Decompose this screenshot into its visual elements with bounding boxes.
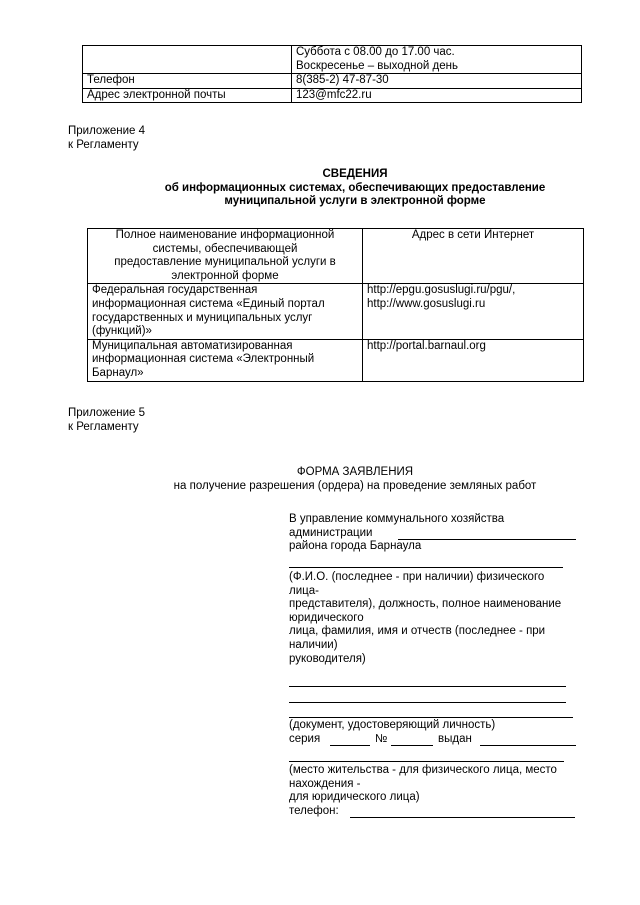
form-title: ФОРМА ЗАЯВЛЕНИЯ: [296, 466, 414, 478]
description-line: (Ф.И.О. (последнее - при наличии) физического: [289, 571, 545, 583]
table-header-row: [88, 229, 584, 284]
applicant-description: [289, 571, 586, 666]
svedenia-subtitle: муниципальной услуги в электронной форме: [224, 195, 486, 208]
schedule-sunday: Воскресенье – выходной день: [296, 59, 458, 72]
appendix-4-label: [68, 125, 145, 152]
blank-line-3[interactable]: [289, 717, 573, 718]
phone-row: [289, 805, 586, 819]
table-row: [88, 284, 584, 339]
addressee-administration-row: [289, 527, 586, 541]
description-line: наличии): [289, 638, 338, 651]
header-internet-address: Адрес в сети Интернет: [363, 229, 584, 284]
residence-line: нахождения -: [289, 777, 361, 790]
document-label: (документ, удостоверяющий личность): [289, 719, 496, 731]
blank-line-4[interactable]: [289, 761, 564, 762]
svedenia-title: СВЕДЕНИЯ: [322, 168, 388, 180]
form-addressee-block: [289, 513, 586, 554]
addressee-line: администрации: [289, 526, 373, 539]
header-line: предоставление муниципальной услуги в: [114, 256, 336, 269]
series-field[interactable]: [330, 745, 370, 746]
addressee-line: района города Барнаула: [289, 540, 422, 553]
system-address-cell: [363, 339, 584, 381]
residence-line: для юридического лица): [289, 791, 420, 804]
appendix-reference: к Регламенту: [68, 138, 139, 151]
form-subtitle: на получение разрешения (ордера) на проведение земляных работ: [173, 479, 537, 492]
series-label: серия: [289, 732, 321, 745]
phone-field[interactable]: [350, 817, 575, 818]
system-address-cell: [363, 284, 584, 339]
table-row: [83, 74, 582, 89]
url-text: http://epgu.gosuslugi.ru/pgu/,: [367, 284, 516, 297]
cell-line: информационная система «Единый портал: [92, 297, 325, 310]
appendix-5-label: [68, 407, 145, 434]
information-systems-table: [87, 228, 584, 382]
description-line: лица-: [289, 584, 319, 597]
description-line: руководителя): [289, 652, 366, 665]
header-line: электронной форме: [171, 269, 279, 282]
blank-line-2[interactable]: [289, 702, 566, 703]
issued-field[interactable]: [480, 745, 576, 746]
cell-line: Муниципальная автоматизированная: [92, 339, 293, 352]
applicant-name-line[interactable]: [289, 567, 563, 568]
administration-underline[interactable]: [398, 539, 576, 540]
description-line: представителя), должность, полное наименование: [289, 598, 562, 611]
table-cell: Телефон: [83, 74, 292, 89]
phone-value: 8(385-2) 47-87-30: [292, 74, 582, 89]
cell-line: Барнаул»: [92, 366, 144, 379]
phone-label: телефон:: [289, 804, 339, 817]
blank-line-1[interactable]: [289, 686, 566, 687]
number-label: №: [375, 732, 388, 745]
number-field[interactable]: [391, 745, 433, 746]
cell-line: (функций)»: [92, 325, 152, 338]
table-cell: Адрес электронной почты: [83, 88, 292, 103]
description-line: лица, фамилия, имя и отчеств (последнее - при: [289, 625, 546, 638]
svedenia-heading: [60, 168, 640, 209]
description-line: юридического: [289, 611, 364, 624]
email-value: 123@mfc22.ru: [292, 88, 582, 103]
table-row: [83, 88, 582, 103]
cell-line: государственных и муниципальных услуг: [92, 311, 313, 324]
table-row: [83, 46, 582, 74]
issued-label: выдан: [438, 732, 472, 745]
url-text: http://portal.barnaul.org: [367, 339, 486, 352]
cell-line: информационная система «Электронный: [92, 353, 315, 366]
residence-block: [289, 764, 586, 818]
contact-table: [82, 45, 582, 103]
appendix-reference: к Регламенту: [68, 420, 139, 433]
table-cell: [83, 46, 292, 74]
document-fields-row: [289, 733, 586, 747]
header-line: системы, обеспечивающей: [152, 242, 298, 255]
svedenia-subtitle: об информационных системах, обеспечивающих предоставление: [164, 181, 546, 194]
addressee-line: В управление коммунального хозяйства: [289, 513, 505, 525]
appendix-number: Приложение 5: [68, 407, 146, 419]
appendix-number: Приложение 4: [68, 125, 146, 137]
system-name-cell: [88, 284, 363, 339]
url-text: http://www.gosuslugi.ru: [367, 297, 486, 310]
header-line: Полное наименование информационной: [115, 229, 335, 241]
form-heading: [100, 466, 610, 493]
cell-line: Федеральная государственная: [92, 284, 258, 297]
identity-document-block: [289, 719, 586, 746]
header-system-name: [88, 229, 363, 284]
schedule-saturday: Суббота с 08.00 до 17.00 час.: [296, 46, 455, 58]
table-row: [88, 339, 584, 381]
table-cell: [292, 46, 582, 74]
system-name-cell: [88, 339, 363, 381]
residence-line: (место жительства - для физического лица, место: [289, 764, 557, 776]
